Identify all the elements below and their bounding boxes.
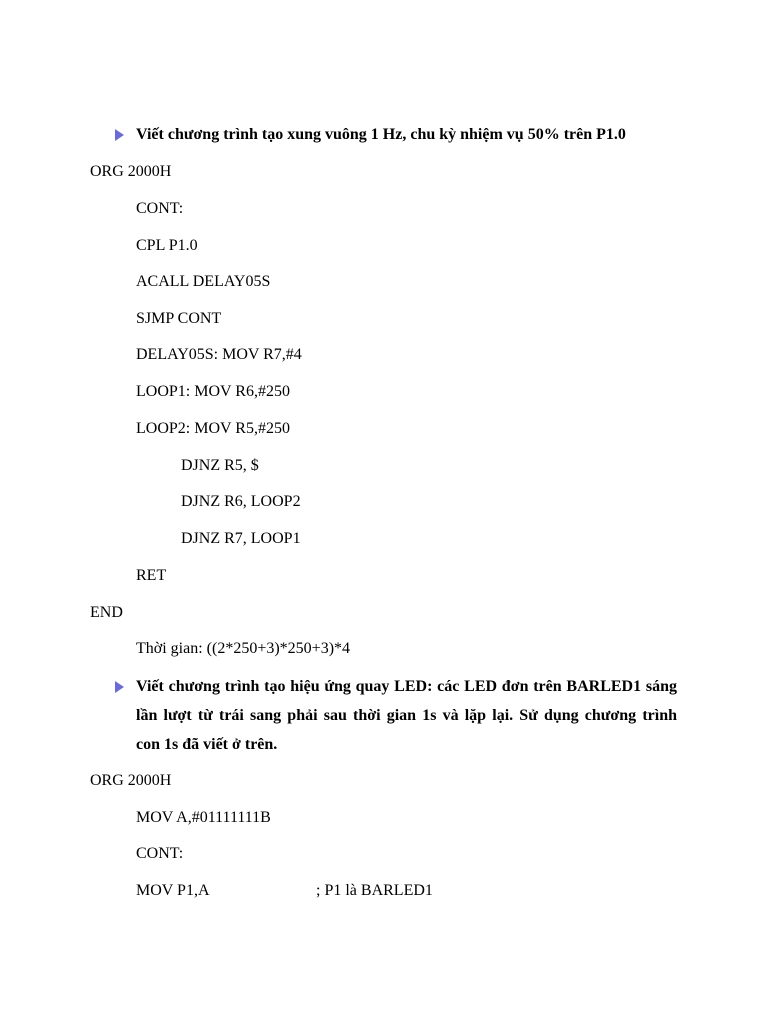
code-line: ACALL DELAY05S — [136, 273, 271, 290]
code-line: CPL P1.0 — [136, 237, 198, 254]
bullet-icon — [115, 129, 124, 141]
org-directive: ORG 2000H — [90, 163, 172, 180]
code-comment: ; P1 là BARLED1 — [316, 882, 433, 899]
section2-heading-line: lần lượt từ trái sang phải sau thời gian 1s và lặp lại. Sử dụng chương trình — [136, 707, 677, 724]
code-line: CONT: — [136, 200, 184, 217]
time-note: Thời gian: ((2*250+3)*250+3)*4 — [136, 640, 351, 657]
code-line: DELAY05S: MOV R7,#4 — [136, 346, 302, 363]
code-line: SJMP CONT — [136, 310, 222, 327]
inner-code-line: DJNZ R6, LOOP2 — [181, 493, 301, 510]
inner-code-line: DJNZ R7, LOOP1 — [181, 530, 301, 547]
section2-heading — [136, 672, 677, 759]
code-line: LOOP2: MOV R5,#250 — [136, 420, 290, 437]
inner-code-line: DJNZ R5, $ — [181, 457, 259, 474]
org-directive: ORG 2000H — [90, 772, 172, 789]
code-line: MOV A,#01111111B — [136, 809, 271, 826]
section1-heading: Viết chương trình tạo xung vuông 1 Hz, chu kỳ nhiệm vụ 50% trên P1.0 — [136, 126, 626, 143]
bullet-icon — [115, 681, 124, 693]
section2-heading-line: Viết chương trình tạo hiệu ứng quay LED: các LED đơn trên BARLED1 sáng — [136, 678, 677, 695]
section2-heading-line: con 1s đã viết ở trên. — [136, 736, 278, 753]
end-directive: END — [90, 604, 123, 621]
code-line: LOOP1: MOV R6,#250 — [136, 383, 290, 400]
code-line: MOV P1,A — [136, 882, 210, 899]
code-line: CONT: — [136, 845, 184, 862]
ret-line: RET — [136, 567, 167, 584]
